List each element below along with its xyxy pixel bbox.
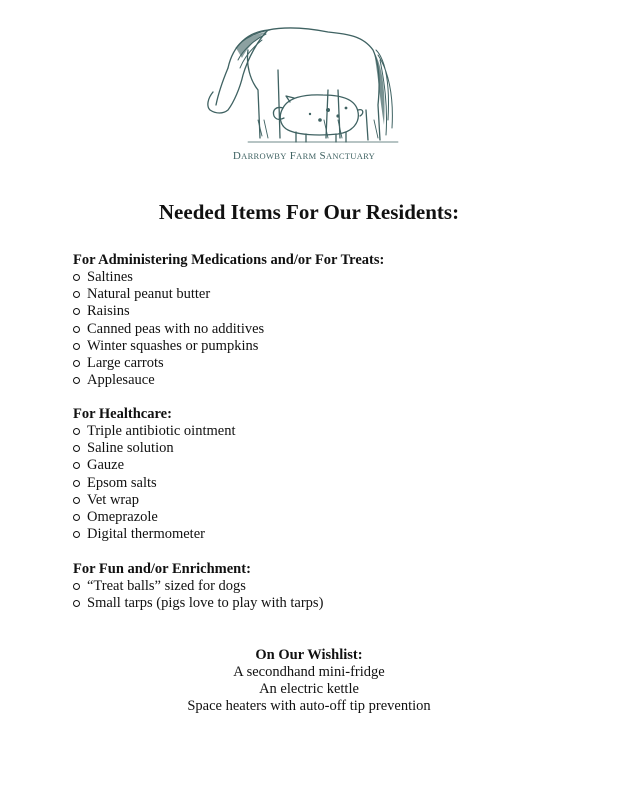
bullet-icon [73,583,80,590]
horse-and-pig-illustration-icon [188,10,420,150]
list-item: Saltines [73,269,593,286]
list-item: Raisins [73,303,593,320]
wishlist-section [0,646,618,715]
list-item: “Treat balls” sized for dogs [73,578,593,595]
list-item: Applesauce [73,372,593,389]
bullet-icon [73,274,80,281]
bullet-icon [73,514,80,521]
org-name: DARROWBY FARM SANCTUARY [232,150,376,162]
bullet-icon [73,291,80,298]
list-item: Gauze [73,457,593,474]
list-item: Digital thermometer [73,526,593,543]
list-item: Small tarps (pigs love to play with tarps) [73,595,593,612]
item-list [73,269,593,389]
list-item: Winter squashes or pumpkins [73,338,593,355]
item-list [73,578,593,612]
list-item: Vet wrap [73,492,593,509]
list-item: Saline solution [73,440,593,457]
list-item: Omeprazole [73,509,593,526]
bullet-icon [73,326,80,333]
bullet-icon [73,600,80,607]
bullet-icon [73,462,80,469]
bullet-icon [73,428,80,435]
page-title: Needed Items For Our Residents: [158,200,460,224]
bullet-icon [73,497,80,504]
list-item: Natural peanut butter [73,286,593,303]
wishlist-item: A secondhand mini-fridge [233,664,385,680]
wishlist-heading: On Our Wishlist: [255,647,363,663]
wishlist-item: An electric kettle [259,681,359,697]
bullet-icon [73,480,80,487]
list-item: Epsom salts [73,475,593,492]
section-medications-treats [73,251,593,389]
list-item: Large carrots [73,355,593,372]
bullet-icon [73,343,80,350]
section-heading: For Fun and/or Enrichment: [73,561,251,577]
section-heading: For Administering Medications and/or For Treats: [73,252,385,268]
bullet-icon [73,377,80,384]
list-item: Triple antibiotic ointment [73,423,593,440]
section-heading: For Healthcare: [73,406,172,422]
section-healthcare [73,405,593,543]
bullet-icon [73,360,80,367]
bullet-icon [73,308,80,315]
bullet-icon [73,445,80,452]
wishlist-item: Space heaters with auto-off tip prevention [187,698,431,714]
list-item: Canned peas with no additives [73,321,593,338]
section-fun-enrichment [73,560,593,612]
item-list [73,423,593,543]
bullet-icon [73,531,80,538]
